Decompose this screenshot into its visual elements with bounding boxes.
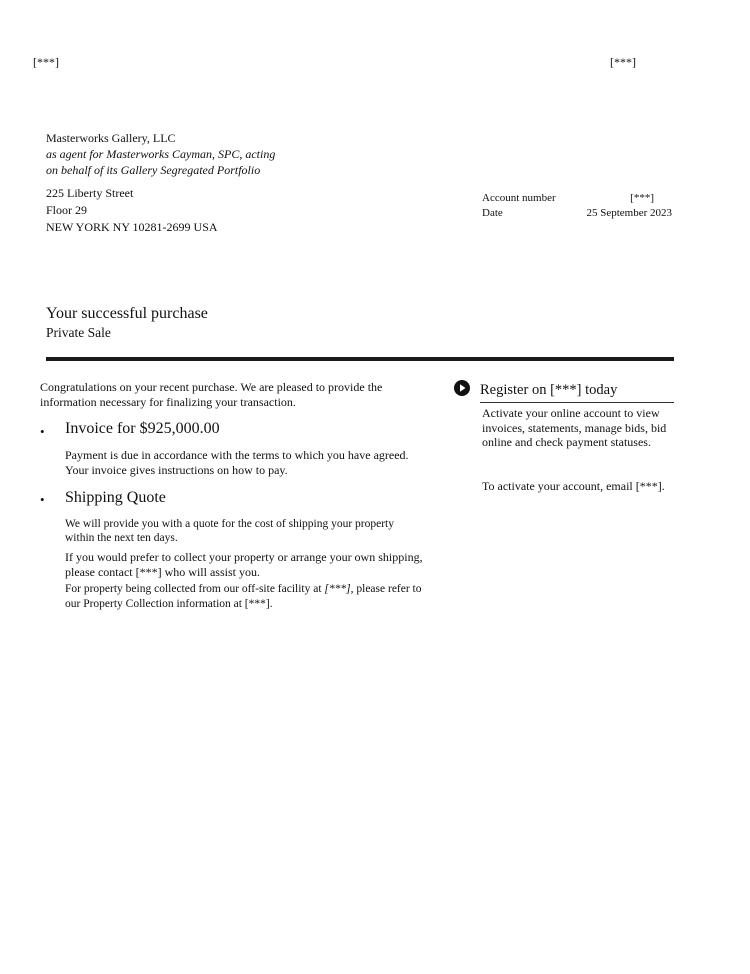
account-number-label: Account number [482,192,556,204]
title-divider [46,357,674,361]
bullet-shipping: • [40,492,45,507]
account-info [482,191,672,220]
header-redaction-left: [***] [33,55,59,69]
invoice-paragraph: Payment is due in accordance with the terms to which you have agreed. Your invoice gives instructions on how to pay. [65,448,409,477]
intro-paragraph: Congratulations on your recent purchase. We are pleased to provide the information necessary for finalizing your transaction. [40,380,383,409]
register-divider [480,402,674,403]
account-number-value: [***] [630,192,654,204]
date-value: 25 September 2023 [586,206,672,219]
date-label: Date [482,206,503,219]
sender-address [46,130,275,236]
register-title: Register on [***] today [480,382,618,398]
shipping-paragraph-3 [65,582,425,612]
sender-street: 225 Liberty Street [46,186,134,200]
sender-name: Masterworks Gallery, LLC [46,131,176,145]
sender-agent-line-2: on behalf of its Gallery Segregated Portfolio [46,163,261,177]
register-body: Activate your online account to view invoices, statements, manage bids, bid online and check payment statuses. [482,406,667,449]
play-circle-icon [454,380,470,396]
sender-agent-line-1: as agent for Masterworks Cayman, SPC, acting [46,147,276,161]
header-redaction-right: [***] [610,55,636,69]
invoice-heading: Invoice for $925,000.00 [65,420,220,437]
bullet-invoice: • [40,424,45,439]
shipping-paragraph-3-part-a: For property being collected from our off-site facility at [65,583,325,595]
shipping-paragraph-1: We will provide you with a quote for the cost of shipping your property within the next ten days. [65,518,394,544]
sender-city: NEW YORK NY 10281-2699 USA [46,220,218,234]
shipping-heading: Shipping Quote [65,489,166,506]
page-subtitle: Private Sale [46,325,111,340]
page-title: Your successful purchase [46,305,208,322]
register-email-line: To activate your account, email [***]. [482,479,665,493]
shipping-paragraph-2: If you would prefer to collect your property or arrange your own shipping, please contact [***] who will assist you. [65,550,423,579]
shipping-paragraph-3-part-b: [***], [324,583,354,595]
shipping-paragraph-3-part-c: please refer to our Property Collection information at [***]. [65,583,422,610]
sender-floor: Floor 29 [46,203,88,217]
